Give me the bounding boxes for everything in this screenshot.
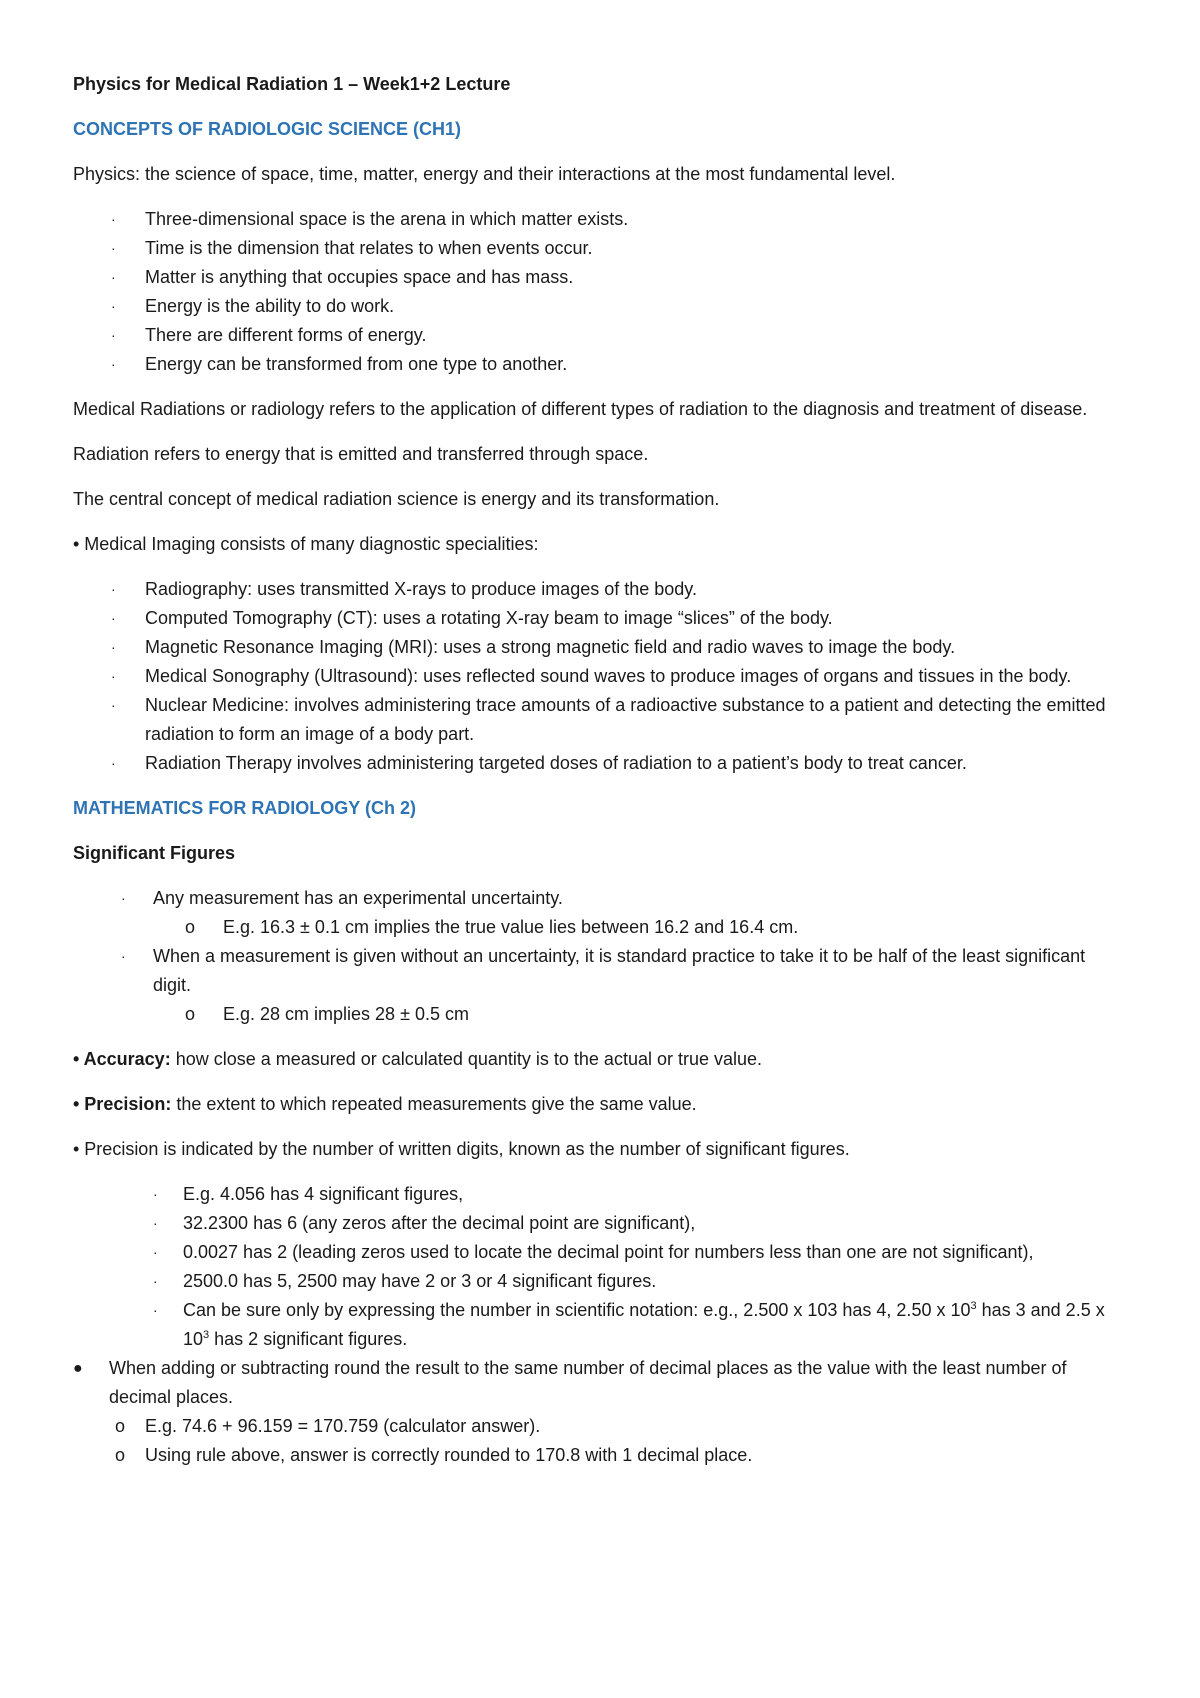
list-item: · 2500.0 has 5, 2500 may have 2 or 3 or 4 significant figures. (73, 1267, 1110, 1296)
central-concept: The central concept of medical radiation science is energy and its transformation. (73, 489, 720, 509)
sub-list-item: o E.g. 28 cm implies 28 ± 0.5 cm (153, 1000, 1110, 1029)
bullet-icon: · (111, 581, 116, 597)
bullet-icon: · (153, 1302, 158, 1318)
list-item: · Energy is the ability to do work. (73, 292, 1110, 321)
bullet-icon: · (153, 1244, 158, 1260)
bullet-icon: · (111, 298, 116, 314)
section-heading-mathematics: MATHEMATICS FOR RADIOLOGY (Ch 2) (73, 798, 416, 818)
list-item: · Magnetic Resonance Imaging (MRI): uses a strong magnetic field and radio waves to image the body. (73, 633, 1110, 662)
imaging-intro: • Medical Imaging consists of many diagnostic specialities: (73, 534, 539, 554)
significant-figures-list (73, 884, 1110, 1029)
bullet-icon: · (121, 948, 126, 964)
bullet-icon: · (111, 610, 116, 626)
bullet-icon: · (111, 269, 116, 285)
list-item: · Matter is anything that occupies space and has mass. (73, 263, 1110, 292)
bullet-icon: · (111, 639, 116, 655)
precision-indicated: • Precision is indicated by the number of written digits, known as the number of significant figures. (73, 1139, 850, 1159)
bullet-icon: · (111, 211, 116, 227)
list-item: · Energy can be transformed from one type to another. (73, 350, 1110, 379)
list-item: · Nuclear Medicine: involves administering trace amounts of a radioactive substance to a patient and detecting the emitted radiation to form an image of a body part. (73, 691, 1110, 749)
bullet-icon: · (111, 755, 116, 771)
document-title: Physics for Medical Radiation 1 – Week1+2 Lecture (73, 74, 511, 94)
sub-list (153, 1000, 1110, 1029)
bullet-icon: · (121, 890, 126, 906)
list-item: · Any measurement has an experimental uncertainty. o E.g. 16.3 ± 0.1 cm implies the true value lies between 16.2 and 16.4 cm. (73, 884, 1110, 942)
sub-list-item: o E.g. 74.6 + 96.159 = 170.759 (calculator answer). (109, 1412, 1110, 1441)
accuracy-definition: • Accuracy: how close a measured or calculated quantity is to the actual or true value. (73, 1049, 763, 1069)
sub-list (109, 1412, 1110, 1470)
bullet-icon: · (153, 1273, 158, 1289)
precision-list (73, 1180, 1110, 1354)
circle-bullet-icon: o (115, 1445, 126, 1465)
circle-bullet-icon: o (115, 1416, 126, 1436)
list-item: · 32.2300 has 6 (any zeros after the decimal point are significant), (73, 1209, 1110, 1238)
physics-list (73, 205, 1110, 379)
bullet-icon: · (111, 356, 116, 372)
list-item: · Can be sure only by expressing the number in scientific notation: e.g., 2.500 x 103 has 4, 2.50 x $10^3$ has 3 and 2.5 x $10^3$ has 2 significant figures. (73, 1296, 1110, 1354)
bullet-icon: · (111, 668, 116, 684)
bullet-icon: · (111, 697, 116, 713)
list-item: · Medical Sonography (Ultrasound): uses reflected sound waves to produce images of organs and tissues in the body. (73, 662, 1110, 691)
bullet-icon: ● (73, 1360, 83, 1377)
list-item: · There are different forms of energy. (73, 321, 1110, 350)
list-item: ● When adding or subtracting round the result to the same number of decimal places as the value with the least number of decimal places. o E.g. 74.6 + 96.159 = 170.759 (calculator answer). o Using rule above, answer is correctly rounded to 170.8 with 1 decimal place. (73, 1354, 1110, 1470)
list-item: · Time is the dimension that relates to when events occur. (73, 234, 1110, 263)
bullet-icon: · (153, 1186, 158, 1202)
list-item: · Radiography: uses transmitted X-rays to produce images of the body. (73, 575, 1110, 604)
radiation-definition: Radiation refers to energy that is emitted and transferred through space. (73, 444, 649, 464)
list-item: · Computed Tomography (CT): uses a rotating X-ray beam to image “slices” of the body. (73, 604, 1110, 633)
list-item: · E.g. 4.056 has 4 significant figures, (73, 1180, 1110, 1209)
bullet-icon: · (111, 327, 116, 343)
sub-list (153, 913, 1110, 942)
circle-bullet-icon: o (185, 1004, 196, 1024)
sub-list-item: o E.g. 16.3 ± 0.1 cm implies the true value lies between 16.2 and 16.4 cm. (153, 913, 1110, 942)
physics-definition: Physics: the science of space, time, matter, energy and their interactions at the most fundamental level. (73, 164, 896, 184)
imaging-list (73, 575, 1110, 778)
subheading-significant-figures: Significant Figures (73, 843, 236, 863)
bullet-icon: · (111, 240, 116, 256)
precision-definition: • Precision: the extent to which repeated measurements give the same value. (73, 1094, 697, 1114)
medical-radiations-paragraph: Medical Radiations or radiology refers to the application of different types of radiation to the diagnosis and treatment of disease. (73, 399, 1088, 419)
list-item: · Radiation Therapy involves administering targeted doses of radiation to a patient’s body to treat cancer. (73, 749, 1110, 778)
list-item: · Three-dimensional space is the arena in which matter exists. (73, 205, 1110, 234)
bullet-icon: · (153, 1215, 158, 1231)
sub-list-item: o Using rule above, answer is correctly rounded to 170.8 with 1 decimal place. (109, 1441, 1110, 1470)
adding-rule-list (73, 1354, 1110, 1470)
list-item: · 0.0027 has 2 (leading zeros used to locate the decimal point for numbers less than one are not significant), (73, 1238, 1110, 1267)
list-item: · When a measurement is given without an uncertainty, it is standard practice to take it to be half of the least significant digit. o E.g. 28 cm implies 28 ± 0.5 cm (73, 942, 1110, 1029)
circle-bullet-icon: o (185, 917, 196, 937)
section-heading-concepts: CONCEPTS OF RADIOLOGIC SCIENCE (CH1) (73, 119, 462, 139)
